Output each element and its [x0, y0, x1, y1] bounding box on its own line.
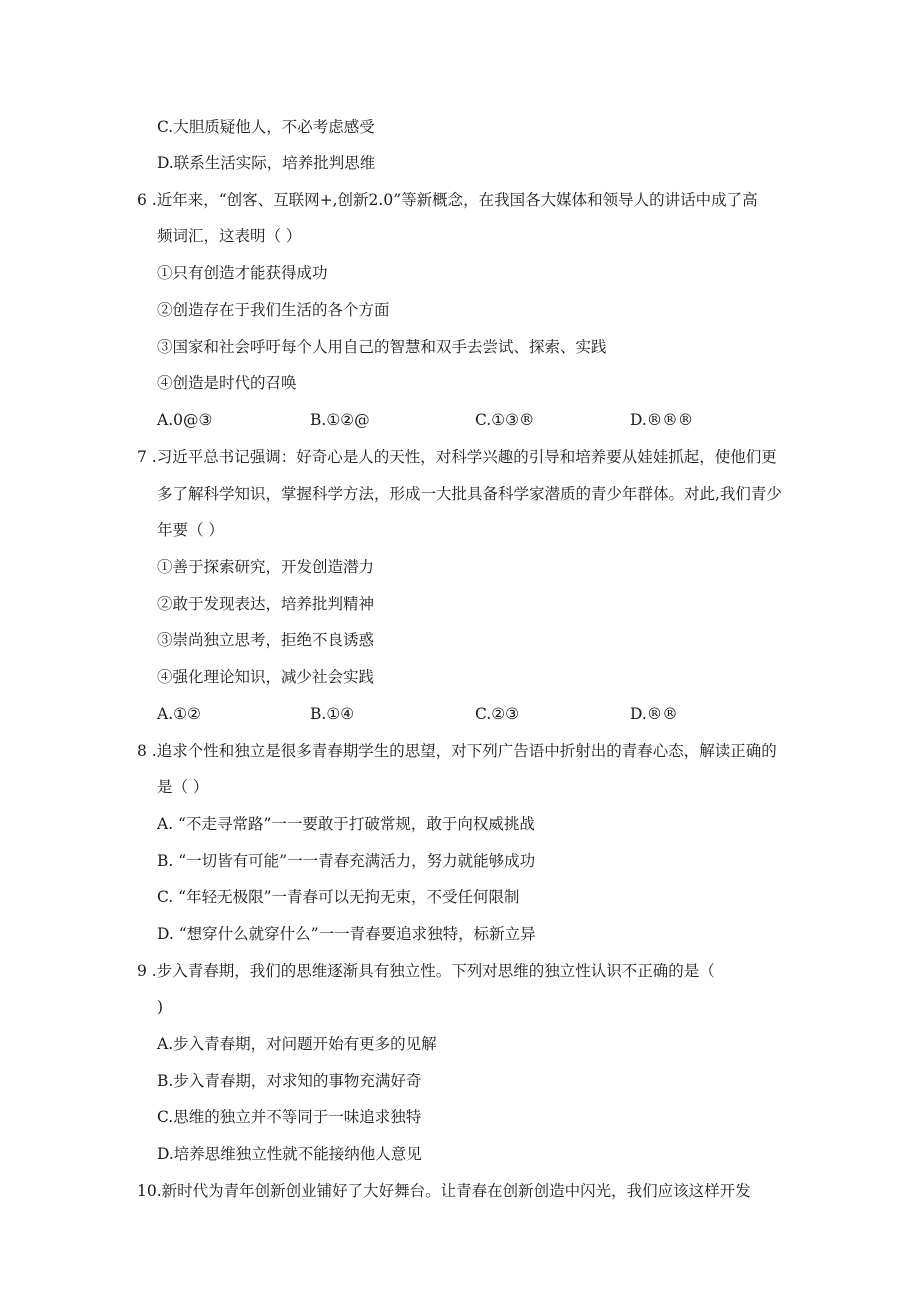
- q5-option-d: D.联系生活实际，培养批判思维: [157, 154, 376, 172]
- q6-option-c: C.①③®: [475, 411, 535, 429]
- q9-stem-line1: 9 .步入青春期，我们的思维逐渐具有独立性。下列对思维的独立性认识不正确的是（: [137, 962, 715, 980]
- q7-statement-3: ③崇尚独立思考，拒绝不良诱惑: [157, 631, 375, 649]
- q6-statement-2: ②创造存在于我们生活的各个方面: [157, 301, 390, 319]
- q7-option-a: A.①②: [157, 705, 201, 723]
- q7-option-c: C.②③: [475, 705, 520, 723]
- q10-stem-line1: 10.新时代为青年创新创业铺好了大好舞台。让青春在创新创造中闪光，我们应该这样开发: [137, 1182, 751, 1200]
- q8-option-b: B. “一切皆有可能”一一青春充满活力，努力就能够成功: [157, 852, 536, 870]
- q8-option-d: D. “想穿什么就穿什么”一一青春要追求独特，标新立异: [157, 925, 536, 943]
- q9-option-c: C.思维的独立并不等同于一味追求独特: [157, 1108, 422, 1126]
- q7-options: [157, 704, 817, 724]
- q7-statement-4: ④强化理论知识，减少社会实践: [157, 668, 375, 686]
- q7-option-d: D.®®: [630, 705, 678, 723]
- q6-option-a: A.0@③: [157, 411, 213, 429]
- q9-option-a: A.步入青春期，对问题开始有更多的见解: [157, 1035, 437, 1053]
- q7-stem-line2: 多了解科学知识，掌握科学方法，形成一大批具备科学家潜质的青少年群体。对此,我们青少: [157, 485, 782, 503]
- q7-statement-1: ①善于探索研究，开发创造潜力: [157, 558, 375, 576]
- q7-stem-line3: 年要（ ）: [157, 521, 224, 539]
- q6-stem-line2: 频词汇，这表明（ ）: [157, 227, 302, 245]
- q6-statement-1: ①只有创造才能获得成功: [157, 264, 328, 282]
- q6-statement-3: ③国家和社会呼吁每个人用自己的智慧和双手去尝试、探索、实践: [157, 338, 607, 356]
- q9-option-b: B.步入青春期，对求知的事物充满好奇: [157, 1072, 422, 1090]
- q9-option-d: D.培养思维独立性就不能接纳他人意见: [157, 1145, 422, 1163]
- q7-option-b: B.①④: [310, 705, 355, 723]
- q5-option-c: C.大胆质疑他人，不必考虑感受: [157, 118, 375, 136]
- q6-option-b: B.①②@: [310, 411, 370, 429]
- q6-statement-4: ④创造是时代的召唤: [157, 374, 297, 392]
- q7-stem-line1: 7 .习近平总书记强调：好奇心是人的天性，对科学兴趣的引导和培养要从娃娃抓起，使他们更: [137, 448, 777, 466]
- q8-stem-line1: 8 .追求个性和独立是很多青春期学生的思望，对下列广告语中折射出的青春心态，解读正确的: [137, 742, 777, 760]
- q6-options: [157, 410, 817, 430]
- q8-option-a: A. “不走寻常路”一一要敢于打破常规，敢于向权威挑战: [157, 815, 535, 833]
- q7-statement-2: ②敢于发现表达，培养批判精神: [157, 595, 375, 613]
- q8-option-c: C. “年轻无极限”一青春可以无拘无束，不受任何限制: [157, 888, 520, 906]
- q6-stem-line1: 6 .近年来，“创客、互联网+,创新2.0”等新概念，在我国各大媒体和领导人的讲话中成了高: [137, 191, 758, 209]
- q6-option-d: D.®®®: [630, 411, 694, 429]
- q9-stem-line2: ): [157, 998, 164, 1016]
- q8-stem-line2: 是（ ）: [157, 778, 209, 796]
